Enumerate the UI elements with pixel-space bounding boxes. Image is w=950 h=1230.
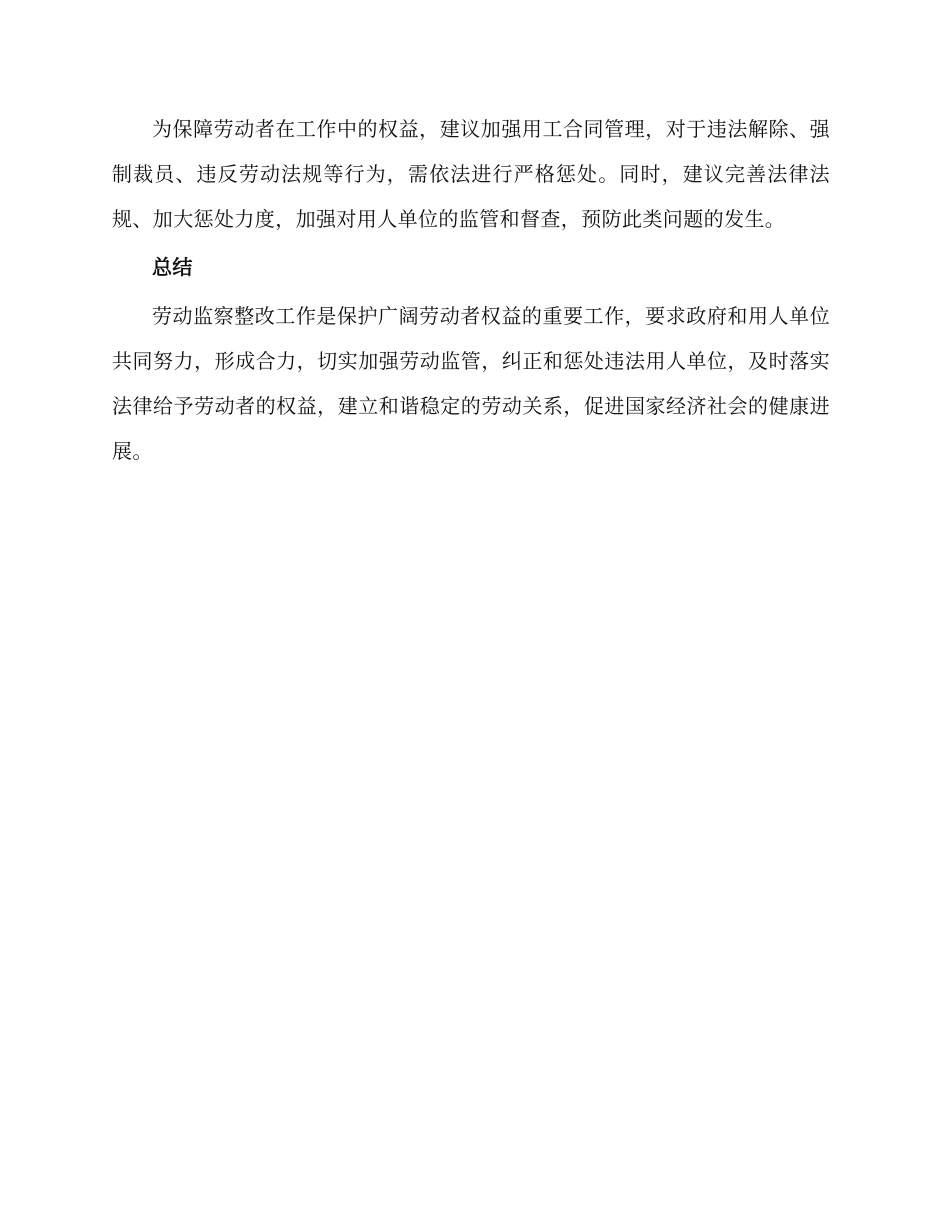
body-paragraph-recommendations: 为保障劳动者在工作中的权益，建议加强用工合同管理，对于违法解除、强制裁员、违反劳动法规等行为，需依法进行严格惩处。同时，建议完善法律法规、加大惩处力度，加强对用人单位的监管和督查，预防此类问题的发生。	[112, 117, 830, 231]
section-heading-summary: 总结	[152, 255, 193, 279]
body-paragraph-summary: 劳动监察整改工作是保护广阔劳动者权益的重要工作，要求政府和用人单位共同努力，形成合力，切实加强劳动监管，纠正和惩处违法用人单位，及时落实法律给予劳动者的权益，建立和谐稳定的劳动关系，促进国家经济社会的健康进展。	[112, 304, 830, 463]
